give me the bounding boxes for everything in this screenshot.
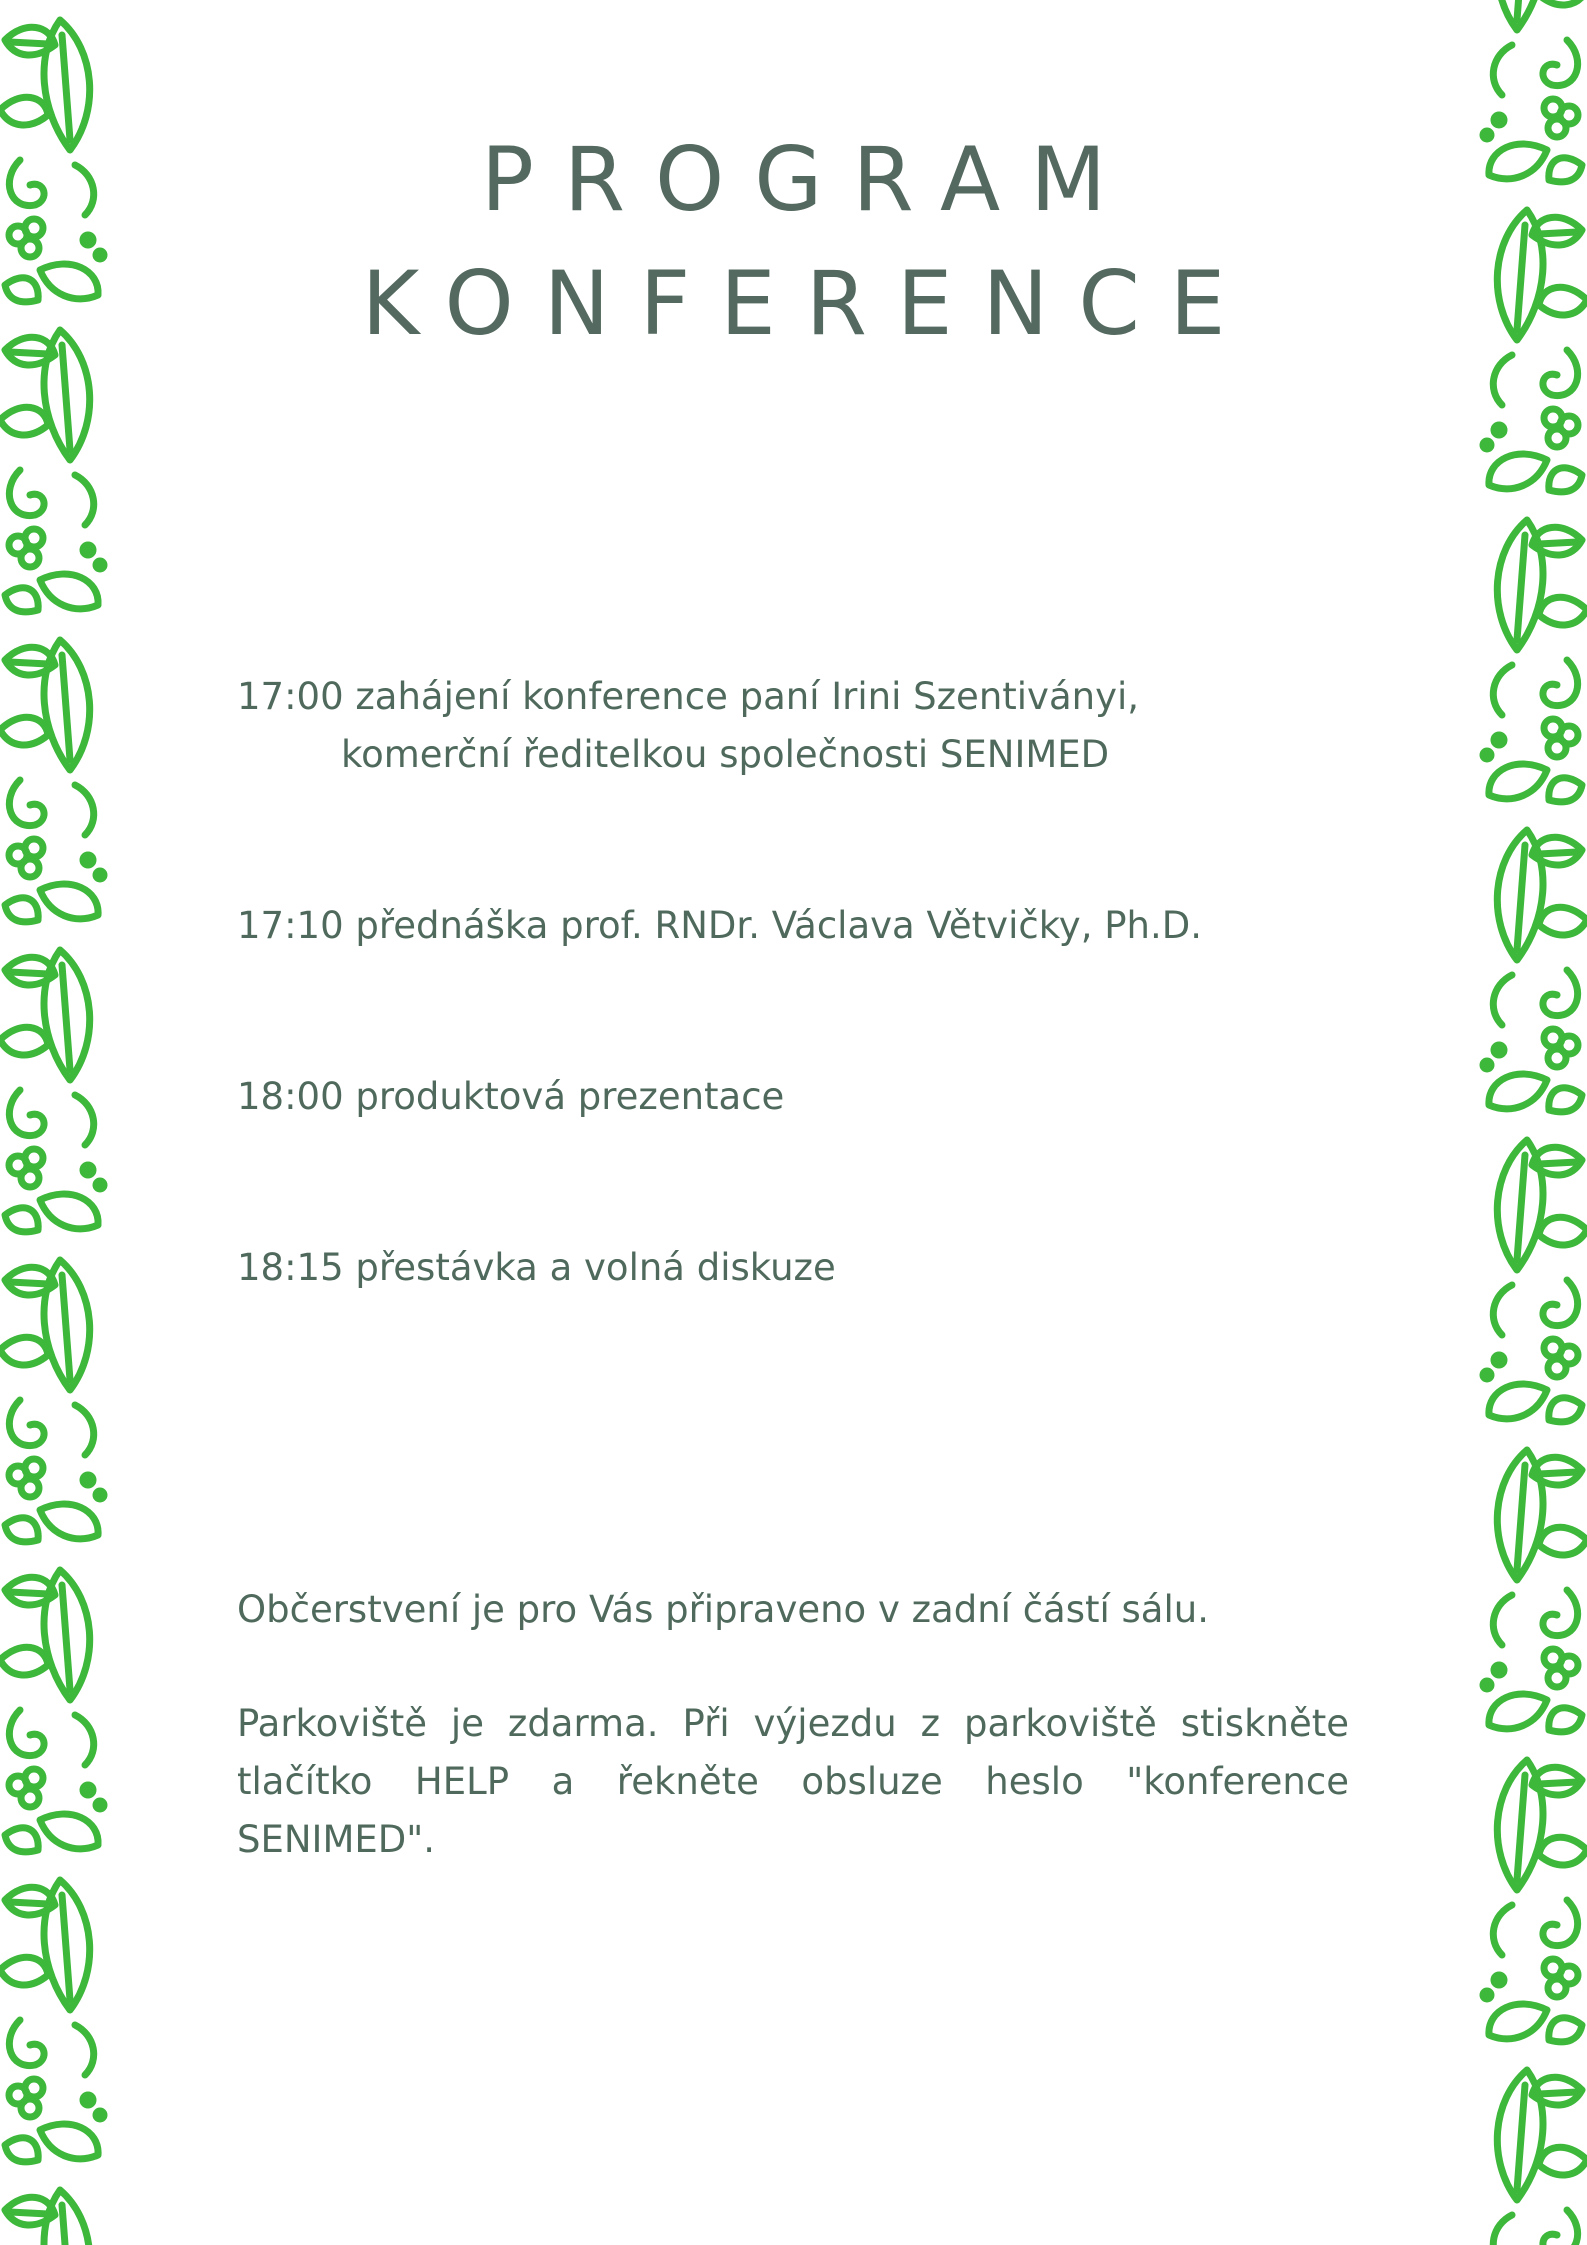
agenda-item	[237, 897, 1357, 955]
agenda-item-continuation: komerční ředitelkou společnosti SENIMED	[341, 733, 1110, 776]
title-line-2: KONFERENCE	[361, 252, 1256, 355]
page-title	[0, 118, 1587, 366]
refreshments-note: Občerstvení je pro Vás připraveno v zadní částí sálu.	[237, 1588, 1209, 1631]
agenda-item	[237, 1068, 1357, 1126]
parking-note: Parkoviště je zdarma. Při výjezdu z parkoviště stiskněte tlačítko HELP a řekněte obsluze heslo "konference SENIMED".	[237, 1702, 1349, 1861]
agenda-item-text: 17:10 přednáška prof. RNDr. Václava Větvičky, Ph.D.	[237, 904, 1202, 947]
agenda-item	[237, 668, 1357, 784]
title-line-1: PROGRAM	[480, 128, 1137, 231]
agenda-item-text: 18:15 přestávka a volná diskuze	[237, 1246, 836, 1289]
agenda-item-text: 17:00 zahájení konference paní Irini Szentiványi,	[237, 675, 1140, 718]
agenda-item	[237, 1239, 1357, 1297]
notes-section	[237, 1581, 1349, 1869]
agenda-item-text: 18:00 produktová prezentace	[237, 1075, 785, 1118]
